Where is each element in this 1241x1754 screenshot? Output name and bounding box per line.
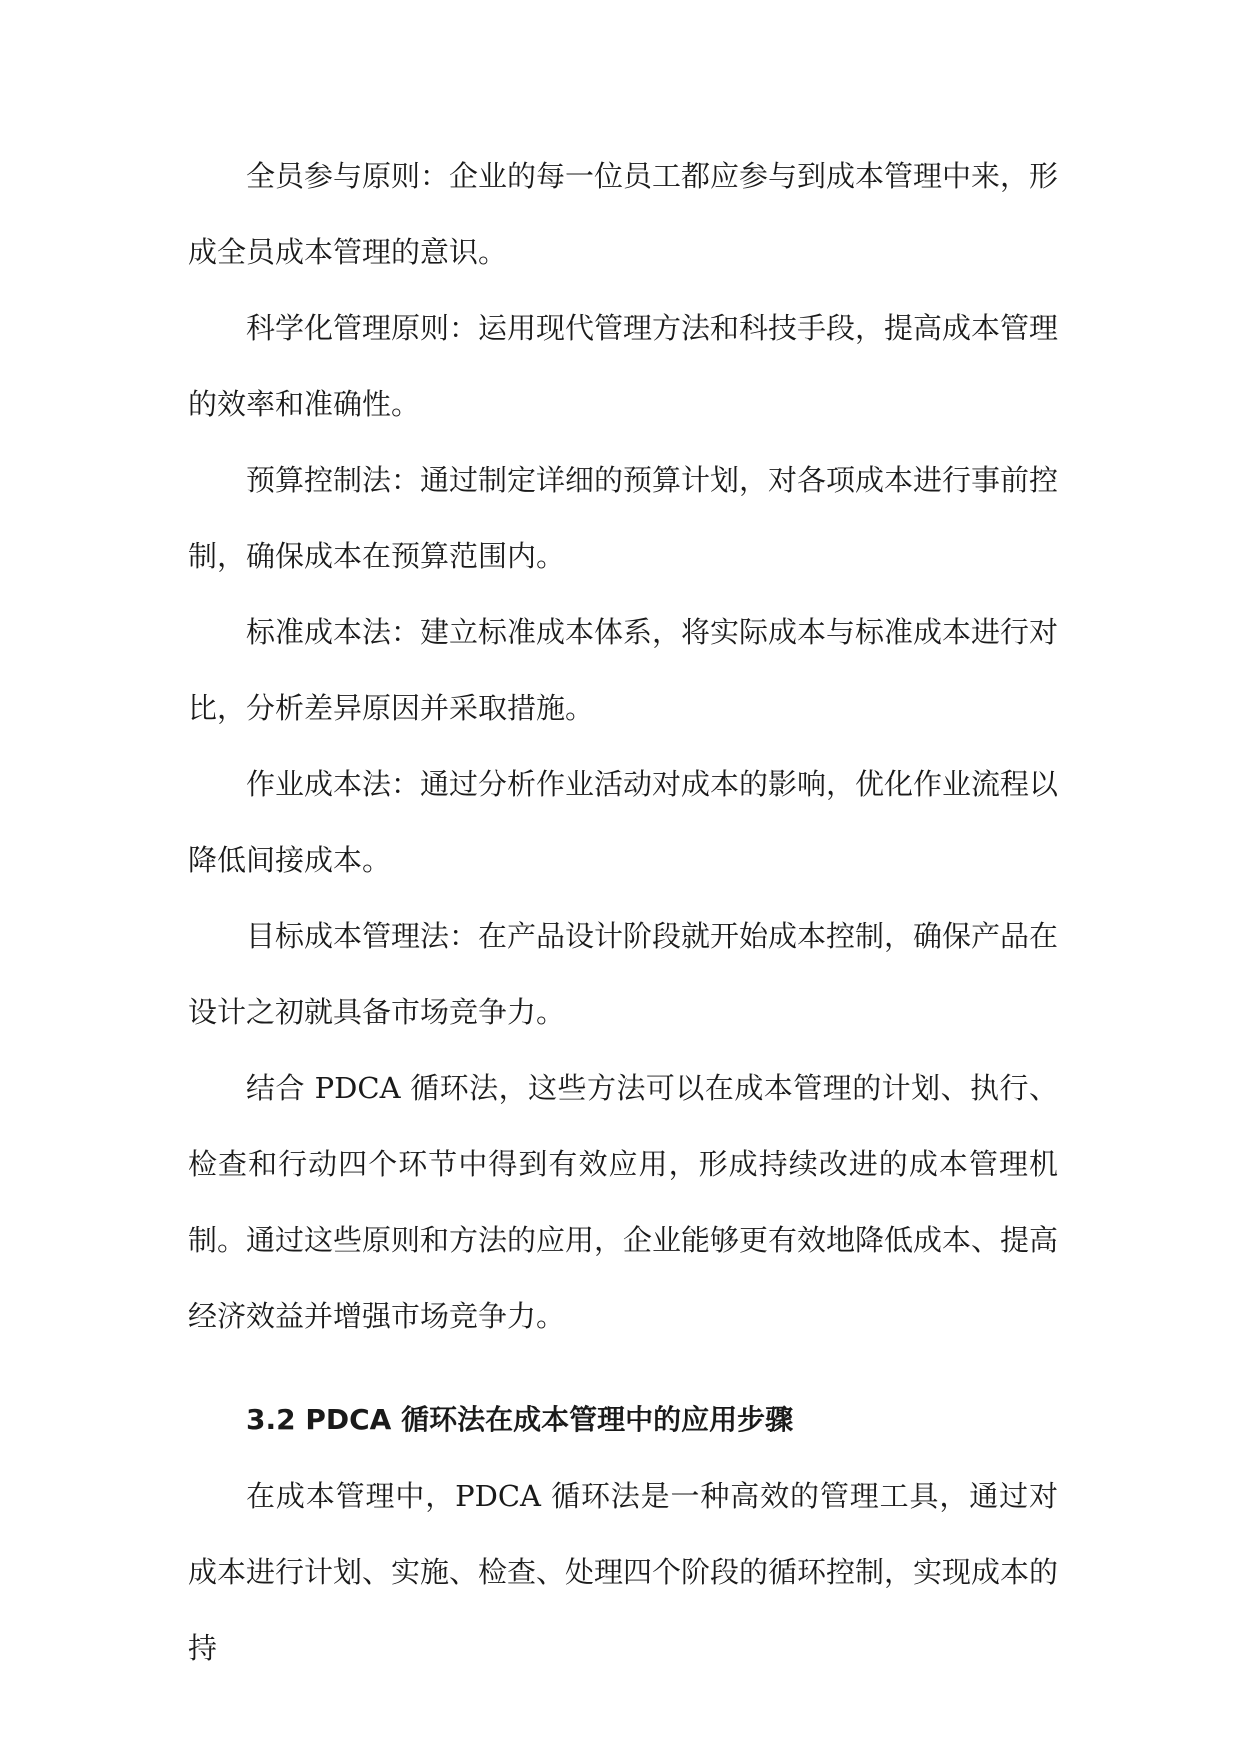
document-body (188, 138, 1058, 1686)
paragraph-standard-cost: 标准成本法：建立标准成本体系，将实际成本与标准成本进行对比，分析差异原因并采取措施。 (188, 615, 1059, 725)
paragraph-budget-control: 预算控制法：通过制定详细的预算计划，对各项成本进行事前控制，确保成本在预算范围内。 (188, 463, 1059, 573)
paragraph-target-cost: 目标成本管理法：在产品设计阶段就开始成本控制，确保产品在设计之初就具备市场竞争力。 (188, 919, 1059, 1029)
section-heading: 3.2 PDCA 循环法在成本管理中的应用步骤 (246, 1403, 794, 1436)
paragraph-scientific-management: 科学化管理原则：运用现代管理方法和科技手段，提高成本管理的效率和准确性。 (188, 311, 1059, 421)
paragraph-activity-based-cost: 作业成本法：通过分析作业活动对成本的影响，优化作业流程以降低间接成本。 (188, 767, 1059, 877)
paragraph-pdca-intro: 在成本管理中，PDCA 循环法是一种高效的管理工具，通过对成本进行计划、实施、检查、处理四个阶段的循环控制，实现成本的持 (188, 1479, 1059, 1665)
paragraph-full-participation: 全员参与原则：企业的每一位员工都应参与到成本管理中来，形成全员成本管理的意识。 (188, 159, 1059, 269)
paragraph-pdca-combination: 结合 PDCA 循环法，这些方法可以在成本管理的计划、执行、检查和行动四个环节中得到有效应用，形成持续改进的成本管理机制。通过这些原则和方法的应用，企业能够更有效地降低成本、提高经济效益并增强市场竞争力。 (188, 1071, 1059, 1333)
